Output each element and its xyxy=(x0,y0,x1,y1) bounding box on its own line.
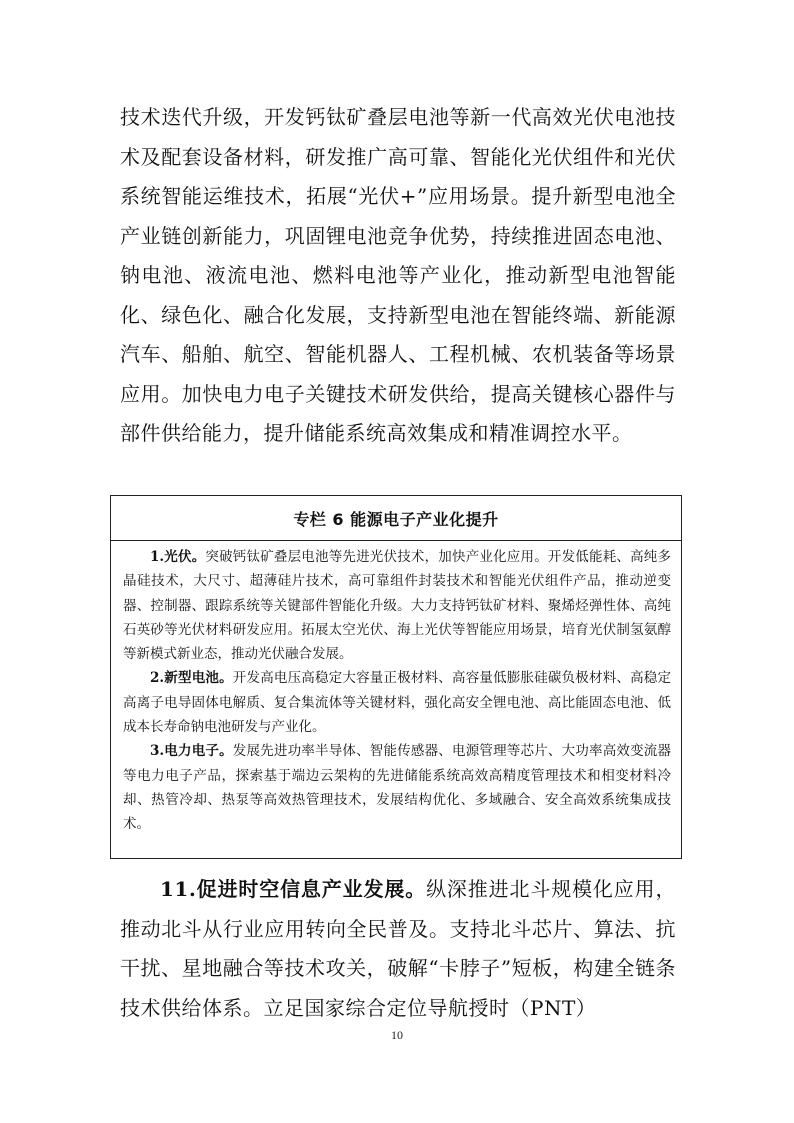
column-item-label: 3.电力电子。 xyxy=(150,743,233,760)
column-item-text: 发展先进功率半导体、智能传感器、电源管理等芯片、大功率高效变流器等电力电子产品，探索基于端边云架构的先进储能系统高效高精度管理技术和相变材料冷却、热管冷却、热泵等高效热管理技术，发展结构优化、多域融合、安全高效系统集成技术。 xyxy=(123,743,672,833)
column-item-label: 2.新型电池。 xyxy=(150,670,233,687)
body-paragraph-top: 技术迭代升级，开发钙钛矿叠层电池等新一代高效光伏电池技术及配套设备材料，研发推广高可靠、智能化光伏组件和光伏系统智能运维技术，拓展“光伏+”应用场景。提升新型电池全产业链创新能力，巩固锂电池竞争优势，持续推进固态电池、钠电池、液流电池、燃料电池等产业化，推动新型电池智能化、绿色化、融合化发展，支持新型电池在智能终端、新能源汽车、船舶、航空、智能机器人、工程机械、农机装备等场景应用。加快电力电子关键技术研发供给，提高关键核心器件与部件供给能力，提升储能系统高效集成和精准调控水平。 xyxy=(120,105,676,445)
body-paragraph-bottom xyxy=(120,870,676,1028)
column-item xyxy=(123,739,671,836)
section-text: 纵深推进北斗规模化应用，推动北斗从行业应用转向全民普及。支持北斗芯片、算法、抗干扰、星地融合等技术攻关，破解“卡脖子”短板，构建全链条技术供给体系。立足国家综合定位导航授时（PNT） xyxy=(120,877,677,1020)
column-item xyxy=(123,545,671,666)
section-heading: 11.促进时空信息产业发展。 xyxy=(160,877,427,901)
column-item xyxy=(123,666,671,739)
column-box-title: 专栏 6 能源电子产业化提升 xyxy=(111,496,681,541)
column-item-text: 开发高电压高稳定大容量正极材料、高容量低膨胀硅碳负极材料、高稳定高离子电导固体电解质、复合集流体等关键材料，强化高安全锂电池、高比能固态电池、低成本长寿命钠电池研发与产业化。 xyxy=(123,670,672,736)
column-item-label: 1.光伏。 xyxy=(150,549,206,565)
column-box-body xyxy=(111,541,681,837)
page-number: 10 xyxy=(391,1028,403,1042)
column-item-text: 突破钙钛矿叠层电池等先进光伏技术，加快产业化应用。开发低能耗、高纯多晶硅技术，大尺寸、超薄硅片技术，高可靠组件封装技术和智能光伏组件产品，推动逆变器、控制器、跟踪系统等关键部件智能化升级。大力支持钙钛矿材料、聚烯烃弹性体、高纯石英砂等光伏材料研发应用。拓展太空光伏、海上光伏等智能应用场景，培育光伏制氢氨醇等新模式新业态，推动光伏融合发展。 xyxy=(123,549,672,663)
column-box xyxy=(110,495,682,859)
